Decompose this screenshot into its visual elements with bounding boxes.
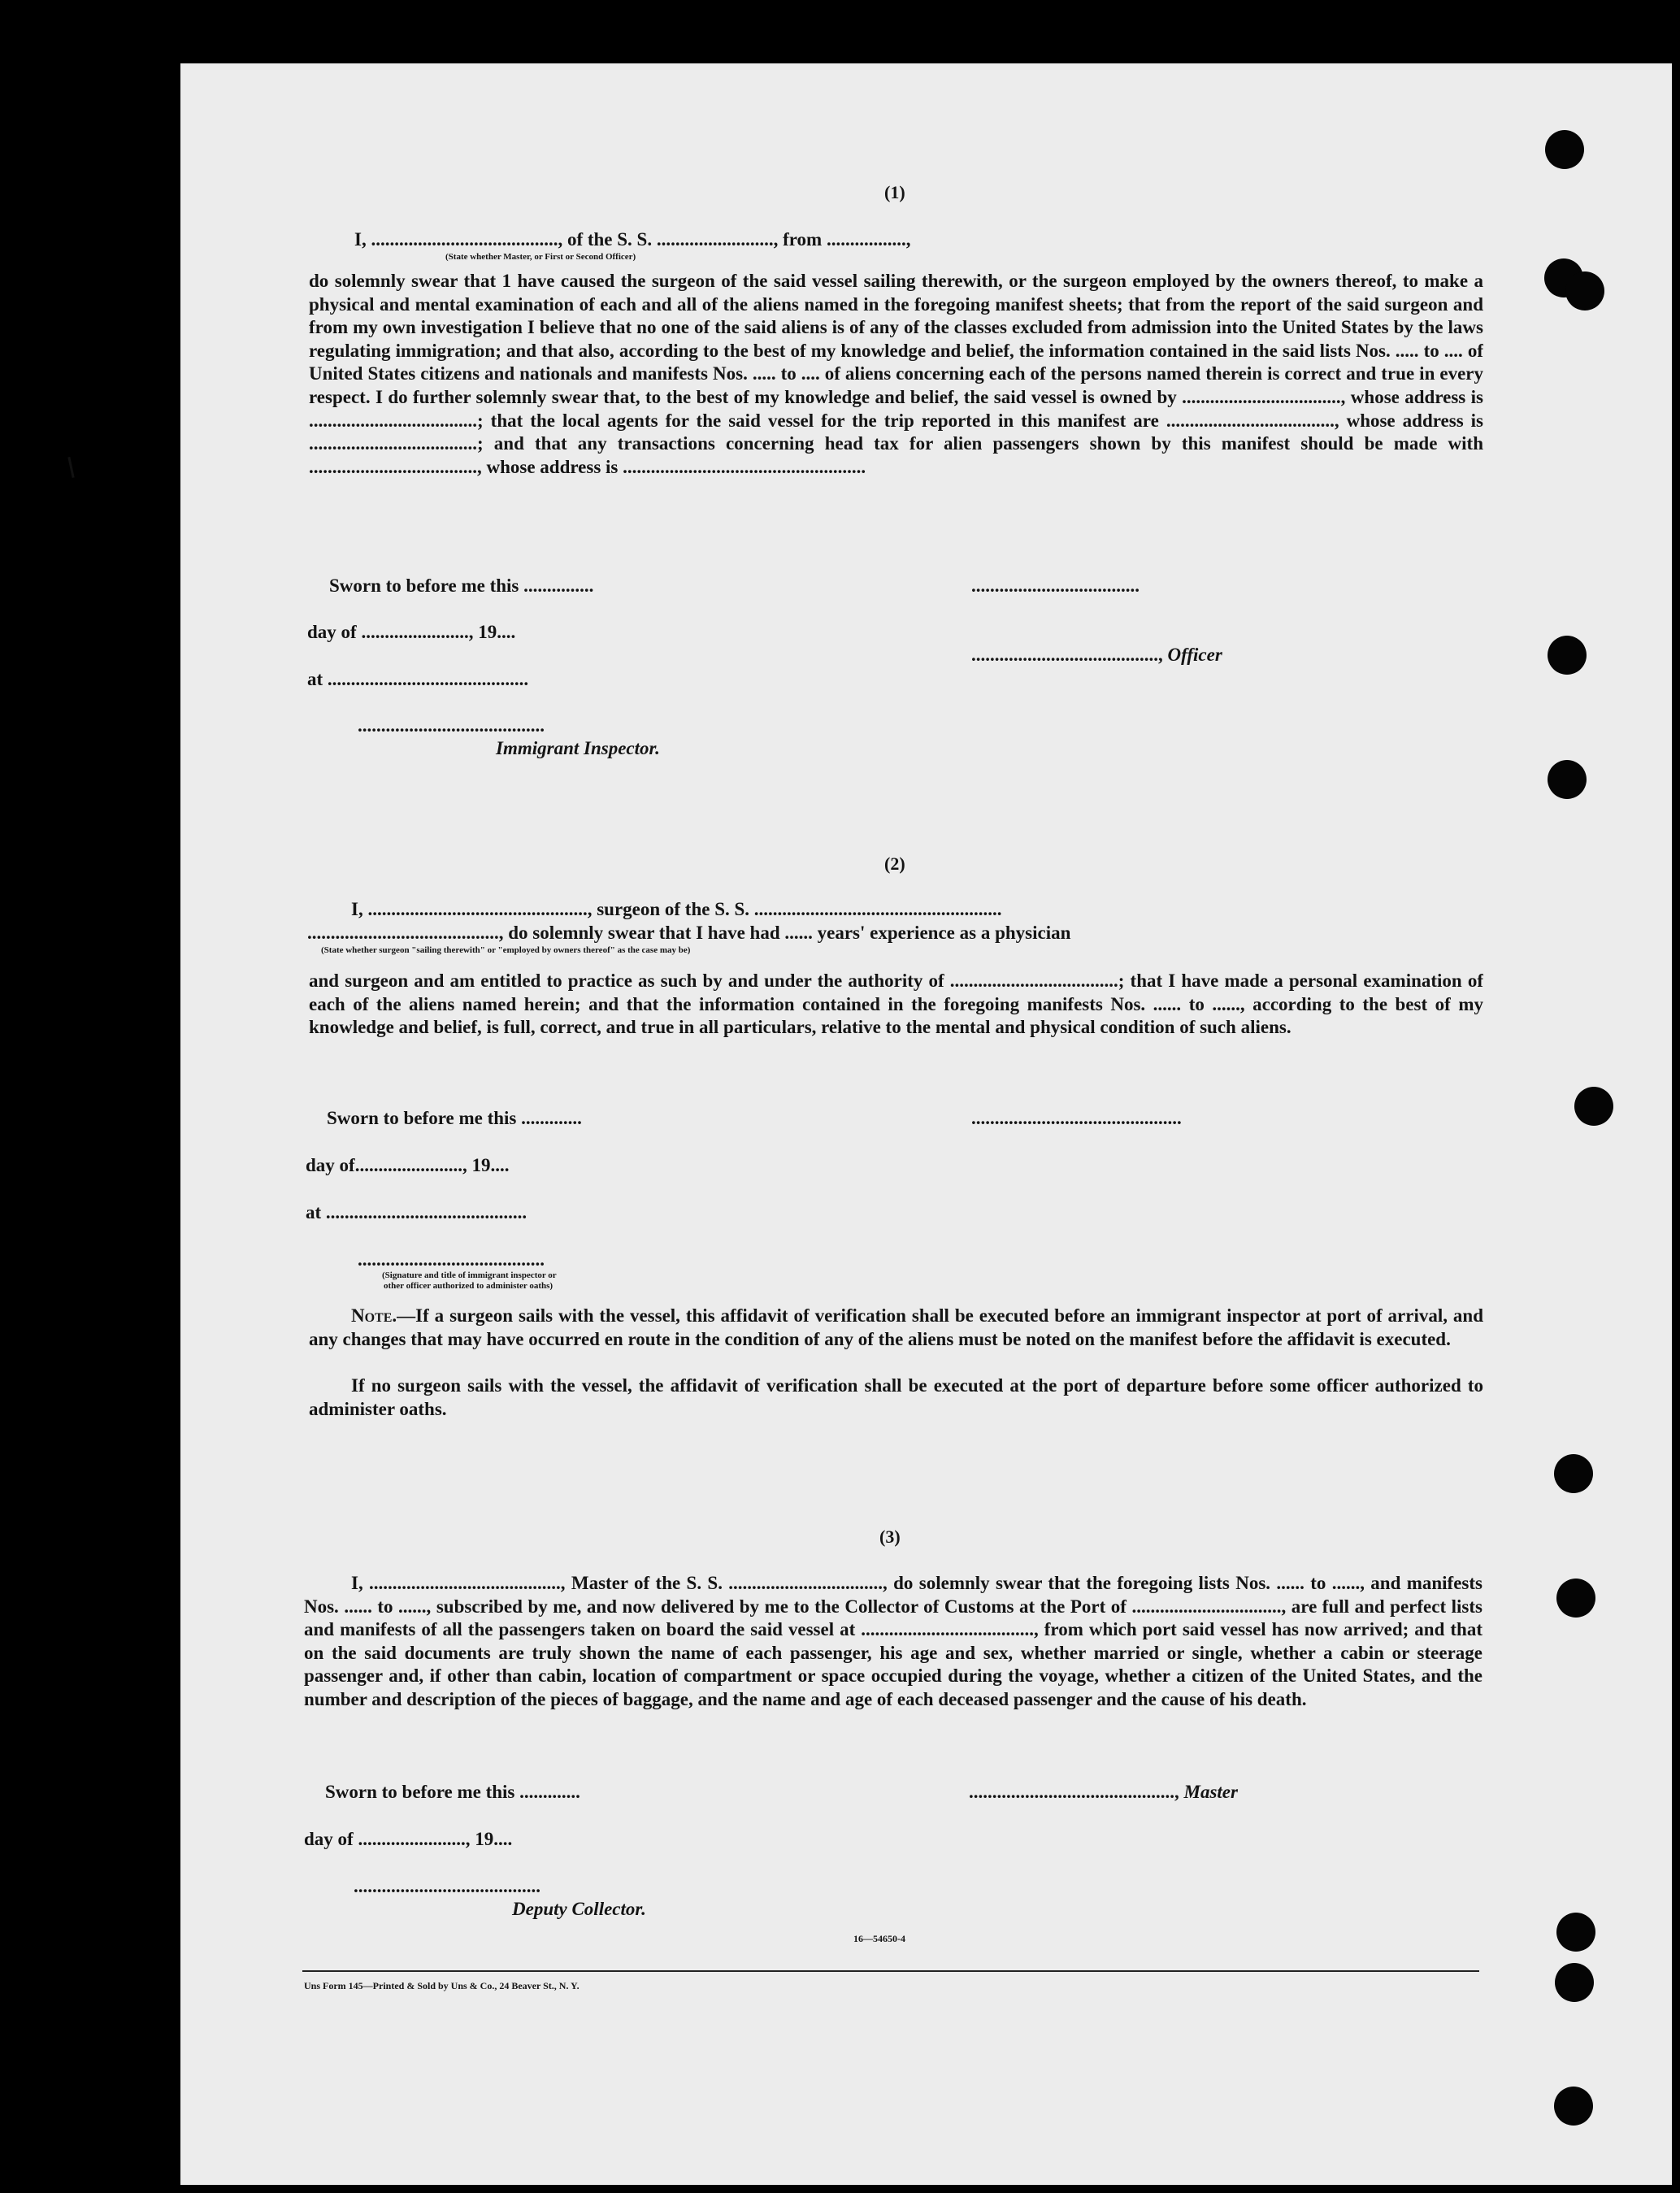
signature-line: .................................... (971, 575, 1140, 596)
sworn-line: Sworn to before me this ............. (325, 1782, 580, 1802)
punch-hole (1556, 1913, 1595, 1952)
field-caption: (State whether Master, or First or Second Officer) (445, 252, 636, 262)
collector-label: Deputy Collector. (512, 1899, 646, 1919)
punch-hole (1545, 130, 1584, 169)
day-line: day of ......................., 19.... (304, 1829, 513, 1849)
inspector-label: Immigrant Inspector. (496, 738, 660, 758)
punch-hole (1565, 271, 1604, 310)
oath-line: ........................................., do solemnly swear that I have had ...... years' experience as a physician (307, 923, 1071, 943)
form-code: 16—54650-4 (853, 1933, 905, 1944)
sworn-line: Sworn to before me this ............... (329, 575, 594, 596)
field-caption: (State whether surgeon "sailing therewith" or "employed by owners thereof" as the case may be) (321, 945, 691, 955)
section-number: (3) (879, 1526, 901, 1547)
at-line: at ........................................... (306, 1202, 527, 1222)
at-line: at ........................................... (307, 669, 529, 689)
collector-line: ........................................ (354, 1876, 540, 1896)
punch-hole (1574, 1087, 1613, 1126)
day-line: day of ......................., 19.... (307, 622, 516, 642)
master-line: ............................................, (969, 1782, 1184, 1802)
note-paragraph (309, 1305, 1483, 1351)
signature-line: ............................................. (971, 1108, 1182, 1128)
section-number: (2) (884, 853, 905, 874)
inspector-line: ........................................ (358, 715, 545, 736)
field-caption: (Signature and title of immigrant inspector or (382, 1270, 557, 1280)
note-label: Note. (351, 1305, 397, 1326)
note-text: —If a surgeon sails with the vessel, this affidavit of verification shall be executed before an immigrant inspector at port of arrival, and any changes that may have occurred en route in the condition of any of the aliens must be noted on the manifest before the affidavit is executed. (309, 1305, 1483, 1349)
oath-line: I, ..............................................., surgeon of the S. S. ..................................................... (351, 899, 1002, 919)
master-signature (969, 1782, 1238, 1803)
inspector-line: ........................................ (358, 1249, 545, 1270)
punch-hole (1548, 760, 1587, 799)
oath-paragraph: do solemnly swear that 1 have caused the surgeon of the said vessel sailing therewith, or the surgeon employed by the owners thereof, to make a physical and mental examination of each and all of the aliens named in the foregoing manifest sheets; that from the report of the said surgeon and from my own investigation I believe that no one of the said aliens is of any of the classes excluded from admission into the United States by the laws regulating immigration; and that also, according to the best of my knowledge and belief, the information contained in the said lists Nos. ..... to .... of United States citizens and nationals and manifests Nos. ..... to .... of aliens concerning each of the persons named therein is correct and true in every respect. I do further solemnly swear that, to the best of my knowledge and belief, the said vessel is owned by .................................., whose address is ....................................; that the local agents for the said vessel for the trip reported in this manifest are ...................................., whose address is ....................................; and that any transactions concerning head tax for alien passengers shown by this manifest should be made with ...................................., whose address is .................................................... (309, 271, 1483, 477)
section-number: (1) (884, 182, 905, 202)
master-label: Master (1183, 1782, 1238, 1802)
punch-hole (1554, 2087, 1593, 2126)
officer-line: ........................................, (971, 645, 1168, 665)
scan-mark (67, 457, 74, 478)
sworn-line: Sworn to before me this ............. (327, 1108, 582, 1128)
day-line: day of......................., 19.... (306, 1155, 510, 1175)
punch-hole (1554, 1454, 1593, 1493)
note-paragraph: If no surgeon sails with the vessel, the affidavit of verification shall be executed at the port of departure before some officer authorized to administer oaths. (309, 1375, 1483, 1419)
officer-label: Officer (1167, 645, 1222, 665)
oath-paragraph: I, ........................................., Master of the S. S. ................................., do solemnly swear that the foregoing lists Nos. ...... to ......, and manifests Nos. ...... to ......, subscribed by me, and now delivered by me to the Collector of Customs at the Port of ................................, are full and perfect lists and manifests of all the passengers taken on board the said vessel at ....................................., from which port said vessel has now arrived; and that on the said documents are truly shown the name of each passenger, his age and sex, whether married or single, whether a cabin or steerage passenger and, if other than cabin, location of compartment or space occupied during the voyage, whether a citizen of the United States, and the number and description of the pieces of baggage, and the name and age of each deceased passenger and the cause of his death. (304, 1573, 1482, 1709)
printer-imprint: Uns Form 145—Printed & Sold by Uns & Co., 24 Beaver St., N. Y. (304, 1980, 580, 1991)
punch-hole (1548, 636, 1587, 675)
officer-signature (971, 645, 1222, 666)
punch-hole (1555, 1963, 1594, 2002)
field-caption: other officer authorized to administer oaths) (384, 1281, 553, 1291)
footer-rule (302, 1970, 1479, 1972)
oath-line: I, ........................................, of the S. S. ........................., from ................., (354, 229, 911, 250)
punch-hole (1556, 1579, 1595, 1618)
oath-paragraph: and surgeon and am entitled to practice as such by and under the authority of ....................................; that I have made a personal examination of each of the aliens named herein; and that the information contained in the foregoing manifests Nos. ...... to ......, according to the best of my knowledge and belief, is full, correct, and true in all particulars, relative to the mental and physical condition of such aliens. (309, 971, 1483, 1038)
